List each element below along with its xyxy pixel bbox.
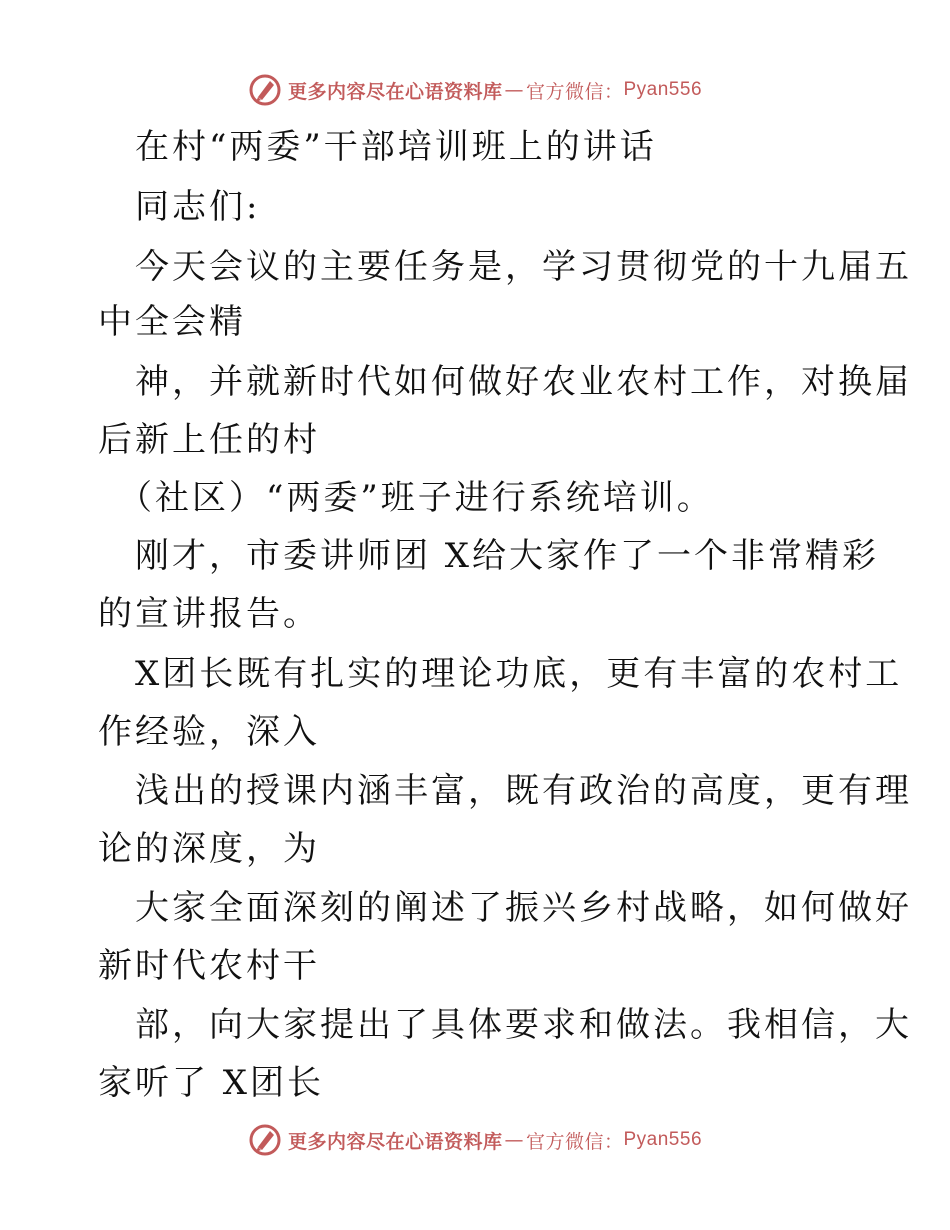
watermark-label: 官方微信： [525, 80, 624, 103]
text-line: 神，并就新时代如何做好农业农村工作，对换届 [135, 362, 912, 402]
text-line: 中全会精 [98, 302, 246, 342]
pen-logo-icon [248, 73, 282, 107]
text-line: 作经验，深入 [98, 712, 320, 752]
watermark-id: Pyan556 [623, 79, 703, 100]
pen-logo-icon [248, 1123, 282, 1157]
watermark-label: 官方微信： [525, 1130, 624, 1153]
text-line: （社区）“两委”班子进行系统培训。 [118, 478, 714, 518]
text-line: 大家全面深刻的阐述了振兴乡村战略，如何做好 [135, 888, 912, 928]
text-line: 部，向大家提出了具体要求和做法。我相信，大 [135, 1005, 912, 1045]
watermark-dash: — [504, 1129, 524, 1151]
header-watermark [0, 70, 950, 110]
text-line: 论的深度，为 [98, 829, 320, 869]
watermark-text: 更多内容尽在心语资料库 [287, 1130, 503, 1153]
document-title: 在村“两委”干部培训班上的讲话 [135, 127, 657, 167]
watermark-dash: — [504, 79, 524, 101]
footer-watermark [0, 1120, 950, 1160]
text-line: 新时代农村干 [98, 946, 320, 986]
text-line: 刚才，市委讲师团 X给大家作了一个非常精彩 [135, 536, 880, 576]
text-line: 的宣讲报告。 [98, 594, 320, 634]
text-line: 浅出的授课内涵丰富，既有政治的高度，更有理 [135, 771, 912, 811]
watermark-text: 更多内容尽在心语资料库 [287, 80, 503, 103]
text-line: 今天会议的主要任务是，学习贯彻党的十九届五 [135, 247, 912, 287]
text-line: 家听了 X团长 [98, 1063, 325, 1103]
text-line: 后新上任的村 [98, 420, 320, 460]
text-line: X团长既有扎实的理论功底，更有丰富的农村工 [135, 654, 903, 694]
text-line: 同志们: [135, 187, 261, 227]
watermark-id: Pyan556 [623, 1129, 703, 1150]
